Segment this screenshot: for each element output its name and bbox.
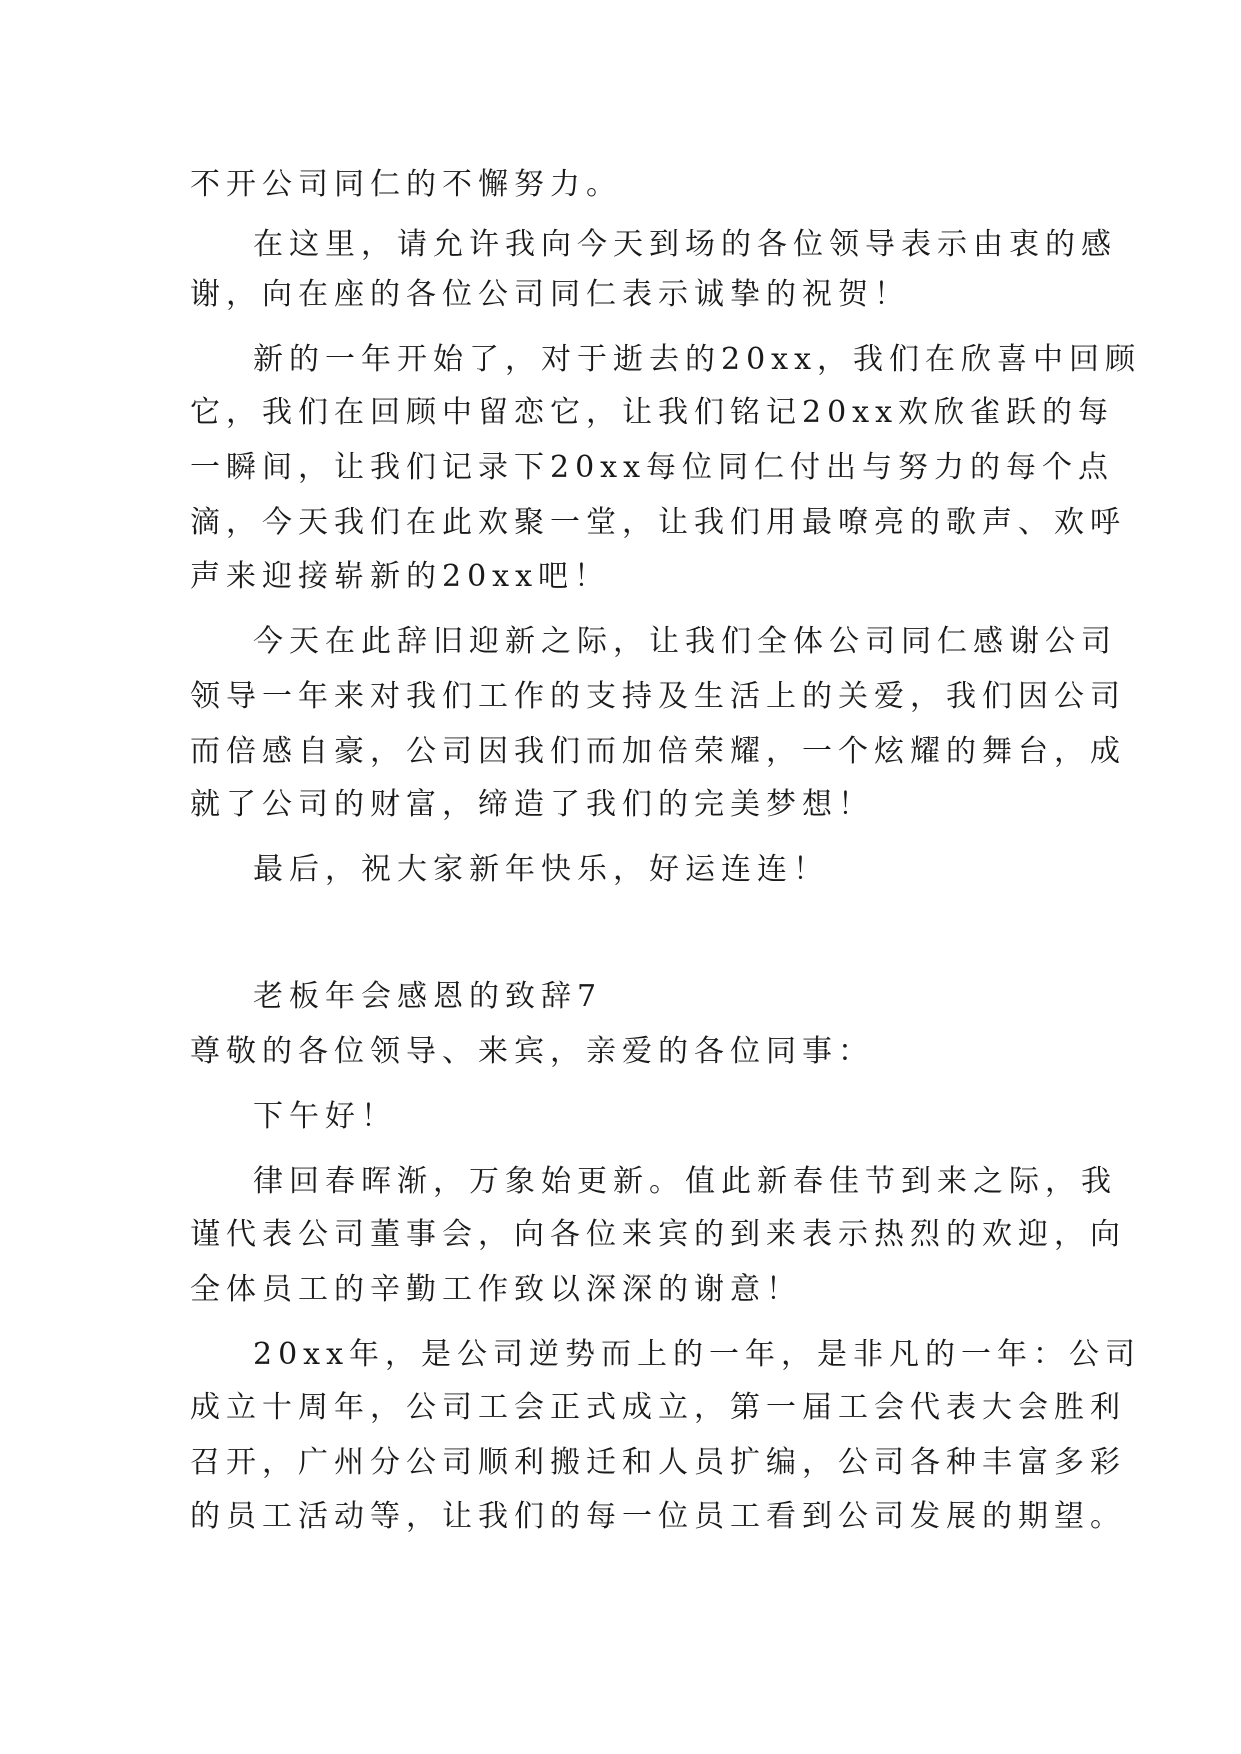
text-line: 20xx年，是公司逆势而上的一年，是非凡的一年：公司 [253,1337,1142,1372]
text-line: 而倍感自豪，公司因我们而加倍荣耀，一个炫耀的舞台，成 [190,734,1126,769]
text-line: 一瞬间，让我们记录下20xx每位同仁付出与努力的每个点 [190,450,1115,485]
text-line: 召开，广州分公司顺利搬迁和人员扩编，公司各种丰富多彩 [190,1445,1126,1480]
greeting: 下午好！ [253,1099,397,1134]
text-line: 新的一年开始了，对于逝去的20xx，我们在欣喜中回顾 [253,342,1142,377]
text-line: 成立十周年，公司工会正式成立，第一届工会代表大会胜利 [190,1390,1126,1425]
text-line: 就了公司的财富，缔造了我们的完美梦想！ [190,787,874,822]
text-line: 谢，向在座的各位公司同仁表示诚挚的祝贺！ [190,277,910,312]
text-line: 的员工活动等，让我们的每一位员工看到公司发展的期望。 [190,1499,1126,1534]
salutation: 尊敬的各位领导、来宾，亲爱的各位同事： [190,1034,874,1069]
text-line: 不开公司同仁的不懈努力。 [190,167,622,202]
text-line: 今天在此辞旧迎新之际，让我们全体公司同仁感谢公司 [253,624,1117,659]
text-line: 领导一年来对我们工作的支持及生活上的关爱，我们因公司 [190,679,1126,714]
text-line: 谨代表公司董事会，向各位来宾的到来表示热烈的欢迎，向 [190,1217,1126,1252]
text-line: 最后，祝大家新年快乐，好运连连！ [253,852,829,887]
text-line: 在这里，请允许我向今天到场的各位领导表示由衷的感 [253,227,1117,262]
text-line: 它，我们在回顾中留恋它，让我们铭记20xx欢欣雀跃的每 [190,395,1115,430]
text-line: 律回春晖渐，万象始更新。值此新春佳节到来之际，我 [253,1164,1117,1199]
text-line: 声来迎接崭新的20xx吧！ [190,559,611,594]
text-line: 全体员工的辛勤工作致以深深的谢意！ [190,1272,802,1307]
text-line: 滴，今天我们在此欢聚一堂，让我们用最嘹亮的歌声、欢呼 [190,505,1126,540]
section-title: 老板年会感恩的致辞7 [253,979,603,1014]
